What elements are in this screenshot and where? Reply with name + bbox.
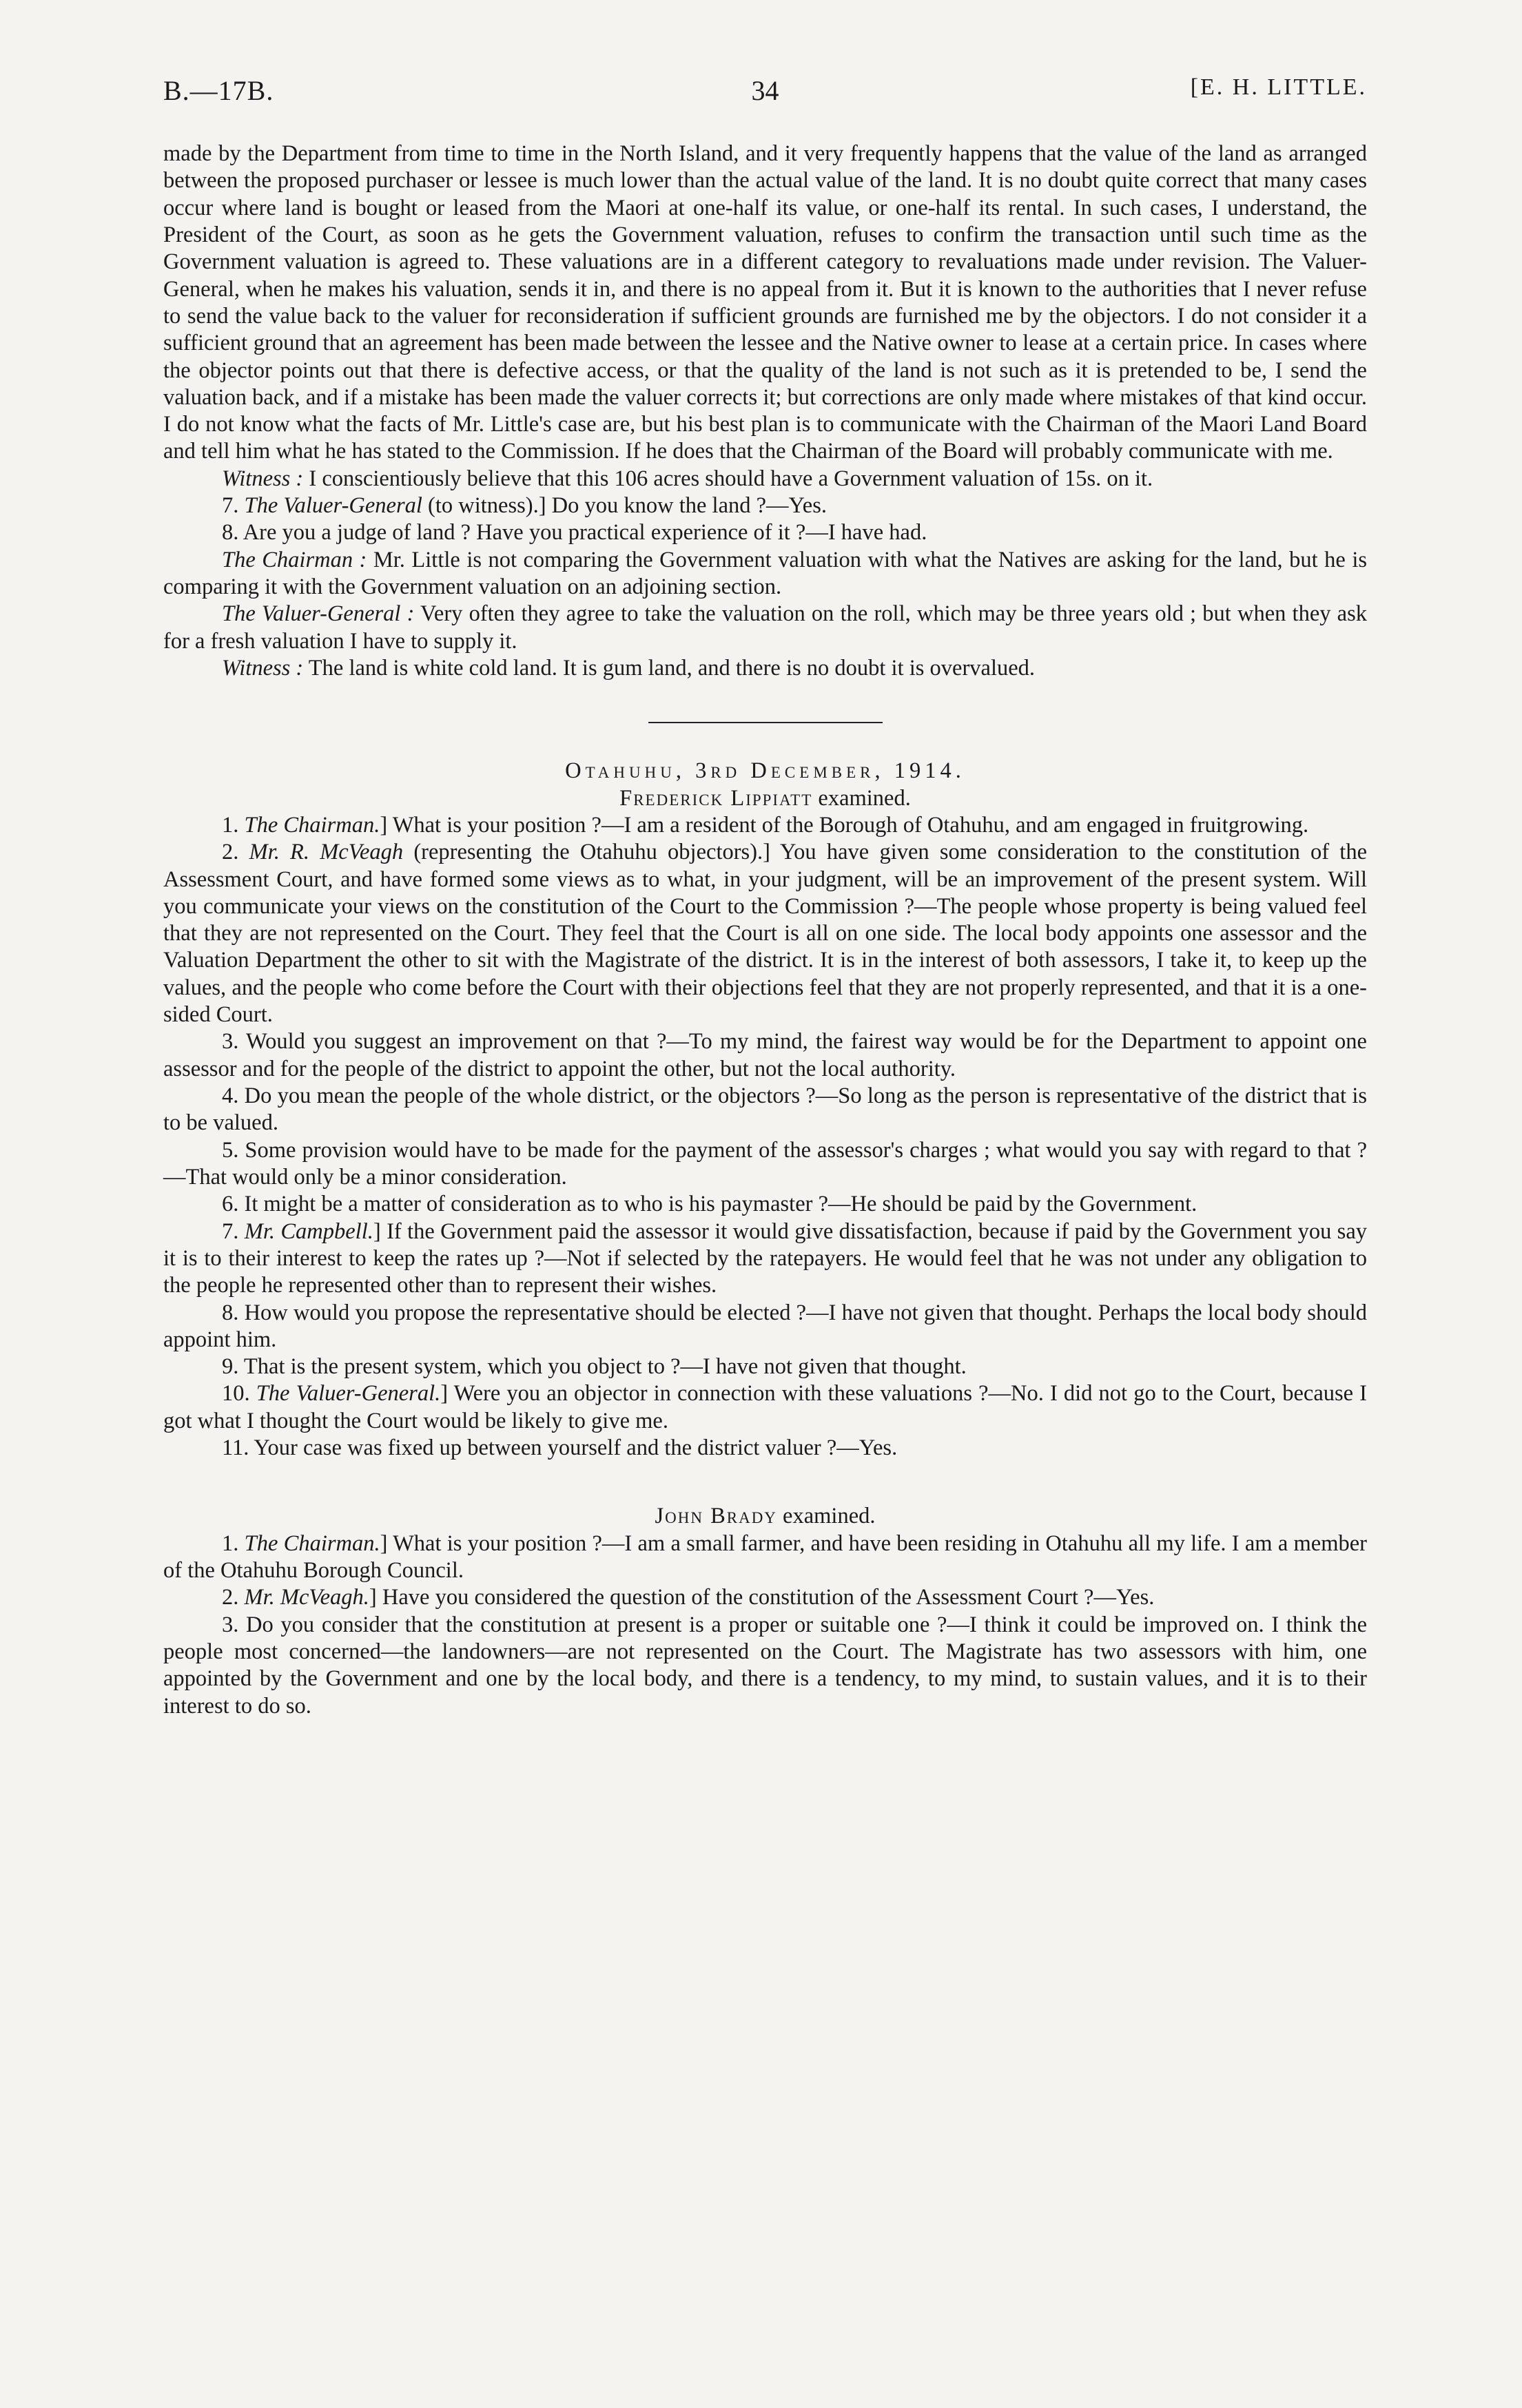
paragraph-text: 6. It might be a matter of consideration as to who is his paymaster ?—He should be paid by the Government. [222, 1192, 1197, 1217]
paragraph-text: Mr. Little is not comparing the Government valuation with what the Natives are asking for the land, but he is comparing it with the Government valuation on an adjoining section. [163, 547, 1367, 599]
speaker-name: The Valuer-General : [222, 601, 415, 627]
witness-name: Frederick Lippiatt [619, 785, 813, 811]
paragraph-text: ] Were you an objector in connection with these valuations ?—No. I did not go to the Court, because I got what I thought the Court would be likely to give me. [163, 1381, 1367, 1433]
question-number: 7. [222, 493, 245, 519]
paragraph [163, 839, 1367, 1028]
paragraph [163, 1584, 1367, 1611]
paragraph-text: (to witness).] Do you know the land ?—Yes. [422, 493, 827, 519]
witness-suffix: examined. [812, 785, 911, 811]
witness-suffix: examined. [777, 1504, 876, 1529]
paragraph-text: 9. That is the present system, which you object to ?—I have not given that thought. [222, 1354, 967, 1380]
paragraph [163, 1380, 1367, 1435]
paragraph [163, 547, 1367, 601]
witness-name: John Brady [655, 1504, 777, 1529]
paragraph-text: Very often they agree to take the valuation on the roll, which may be three years old ; but when they ask for a fresh valuation I have to supply it. [163, 601, 1367, 654]
paragraph [163, 812, 1367, 839]
speaker-name: The Chairman. [244, 812, 380, 838]
paragraph [163, 1435, 1367, 1462]
paragraph [163, 1353, 1367, 1380]
paragraph-text: 3. Would you suggest an improvement on that ?—To my mind, the fairest way would be for the Department to appoint one assessor and for the people of the district to appoint the other, but not the local authority. [163, 1029, 1367, 1081]
paragraph [163, 141, 1367, 466]
question-number: 2. [222, 840, 249, 865]
paragraph [163, 492, 1367, 519]
paragraph-text: The land is white cold land. It is gum land, and there is no doubt it is overvalued. [303, 655, 1036, 681]
speaker-name: Mr. R. McVeagh [249, 840, 404, 865]
paragraph-text: 11. Your case was fixed up between yourself and the district valuer ?—Yes. [222, 1435, 898, 1461]
speaker-name: Mr. McVeagh. [244, 1585, 369, 1610]
speaker-name: The Chairman : [222, 547, 367, 572]
question-number: 1. [222, 1530, 245, 1556]
testimony-section-little [163, 141, 1367, 682]
speaker-name: The Valuer-General. [256, 1381, 441, 1407]
paragraph [163, 1083, 1367, 1137]
paragraph [163, 1612, 1367, 1720]
paragraph-text: (representing the Otahuhu objectors).] You have given some consideration to the constitution of the Assessment Court, and have formed some views as to what, in your judgment, will be an improvement of the present system. Will you communicate your views on the constitution of the Court to the Commission ?—The people whose property is being valued feel that they are not represented on the Court. They feel that the Court is all on one side. The local body appoints one assessor and the Valuation Department the other to sit with the Magistrate of the district. It is in the interest of both assessors, I take it, to keep up the values, and the people who come before the Court with their objections feel that they are not properly represented, and that it is a one-sided Court. [163, 840, 1368, 1028]
paragraph-text: 5. Some provision would have to be made for the payment of the assessor's charges ; what would you say with regard to that ?—That would only be a minor consideration. [163, 1137, 1367, 1190]
page-number: 34 [751, 75, 779, 106]
paragraph-text: ] What is your position ?—I am a resident of the Borough of Otahuhu, and am engaged in fruitgrowing. [380, 812, 1309, 838]
speaker-name: Mr. Campbell. [244, 1218, 373, 1244]
paragraph-text: ] What is your position ?—I am a small farmer, and have been residing in Otahuhu all my life. I am a member of the Otahuhu Borough Council. [163, 1530, 1368, 1583]
paragraph [163, 466, 1367, 492]
paragraph-text: 8. Are you a judge of land ? Have you practical experience of it ?—I have had. [222, 520, 927, 546]
speaker-name: The Valuer-General [244, 493, 422, 519]
witness-heading-lippiatt [163, 785, 1367, 812]
question-number: 1. [222, 812, 245, 838]
paragraph [163, 1191, 1367, 1218]
date-heading: Otahuhu, 3rd December, 1914. [565, 758, 965, 784]
testimony-section-brady [163, 1530, 1367, 1720]
speaker-name: Witness : [222, 466, 304, 491]
paragraph [163, 1530, 1367, 1585]
paragraph-text: 4. Do you mean the people of the whole district, or the objectors ?—So long as the person is representative of the district that is to be valued. [163, 1083, 1367, 1136]
running-head: [E. H. LITTLE. [1190, 74, 1367, 100]
paragraph [163, 1218, 1367, 1300]
paragraph [163, 655, 1367, 682]
paragraph-text: 8. How would you propose the representative should be elected ?—I have not given that thought. Perhaps the local body should appoint him. [163, 1300, 1367, 1352]
paragraph [163, 1137, 1367, 1192]
question-number: 10. [222, 1381, 256, 1407]
section-divider [648, 722, 883, 723]
paragraph-text: ] If the Government paid the assessor it would give dissatisfaction, because if paid by the Government you say it is to their interest to keep the rates up ?—Not if selected by the ratepayers. He would feel that he was not under any obligation to the people he represented other than to represent their wishes. [163, 1218, 1368, 1298]
paragraph-text: made by the Department from time to time in the North Island, and it very frequently happens that the value of the land as arranged between the proposed purchaser or lessee is much lower than the actual value of the land. It is no doubt quite correct that many cases occur where land is bought or leased from the Maori at one-half its value, or one-half its rental. In such cases, I understand, the President of the Court, as soon as he gets the Government valuation, refuses to confirm the transaction until such time as the Government valuation is agreed to. These valuations are in a different category to revaluations made under revision. The Valuer-General, when he makes his valuation, sends it in, and there is no appeal from it. But it is known to the authorities that I never refuse to send the value back to the valuer for reconsideration if sufficient grounds are furnished me by the objectors. I do not consider it a sufficient ground that an agreement has been made between the lessee and the Native owner to lease at a certain price. In cases where the objector points out that there is defective access, or that the quality of the land is not such as it is pretended to be, I send the valuation back, and if a mistake has been made the valuer corrects it; but corrections are only made where mistakes of that kind occur. I do not know what the facts of Mr. Little's case are, but his best plan is to communicate with the Chairman of the Maori Land Board and tell him what he has stated to the Commission. If he does that the Chairman of the Board will probably communicate with me. [163, 141, 1367, 464]
page-body [163, 141, 1367, 1720]
testimony-section-lippiatt [163, 812, 1367, 1462]
section-gap [163, 1462, 1367, 1503]
paragraph-text: I conscientiously believe that this 106 acres should have a Government valuation of 15s. on it. [303, 466, 1153, 491]
speaker-name: Witness : [222, 655, 304, 681]
paragraph-text: ] Have you considered the question of the constitution of the Assessment Court ?—Yes. [369, 1585, 1155, 1610]
paragraph-text: 3. Do you consider that the constitution at present is a proper or suitable one ?—I think it could be improved on. I think the people most concerned—the landowners—are not represented on the Court. The Magistrate has two assessors with him, one appointed by the Government and one by the local body, and there is a tendency, to my mind, to sustain values, and it is to their interest to do so. [163, 1612, 1367, 1719]
paragraph [163, 601, 1367, 655]
report-reference: B.—17B. [163, 75, 274, 106]
question-number: 7. [222, 1218, 245, 1244]
paragraph [163, 519, 1367, 546]
question-number: 2. [222, 1585, 245, 1610]
page-header [163, 74, 1367, 116]
speaker-name: The Chairman. [244, 1530, 380, 1556]
witness-heading-brady [163, 1503, 1367, 1530]
paragraph [163, 1028, 1367, 1083]
paragraph [163, 1300, 1367, 1354]
